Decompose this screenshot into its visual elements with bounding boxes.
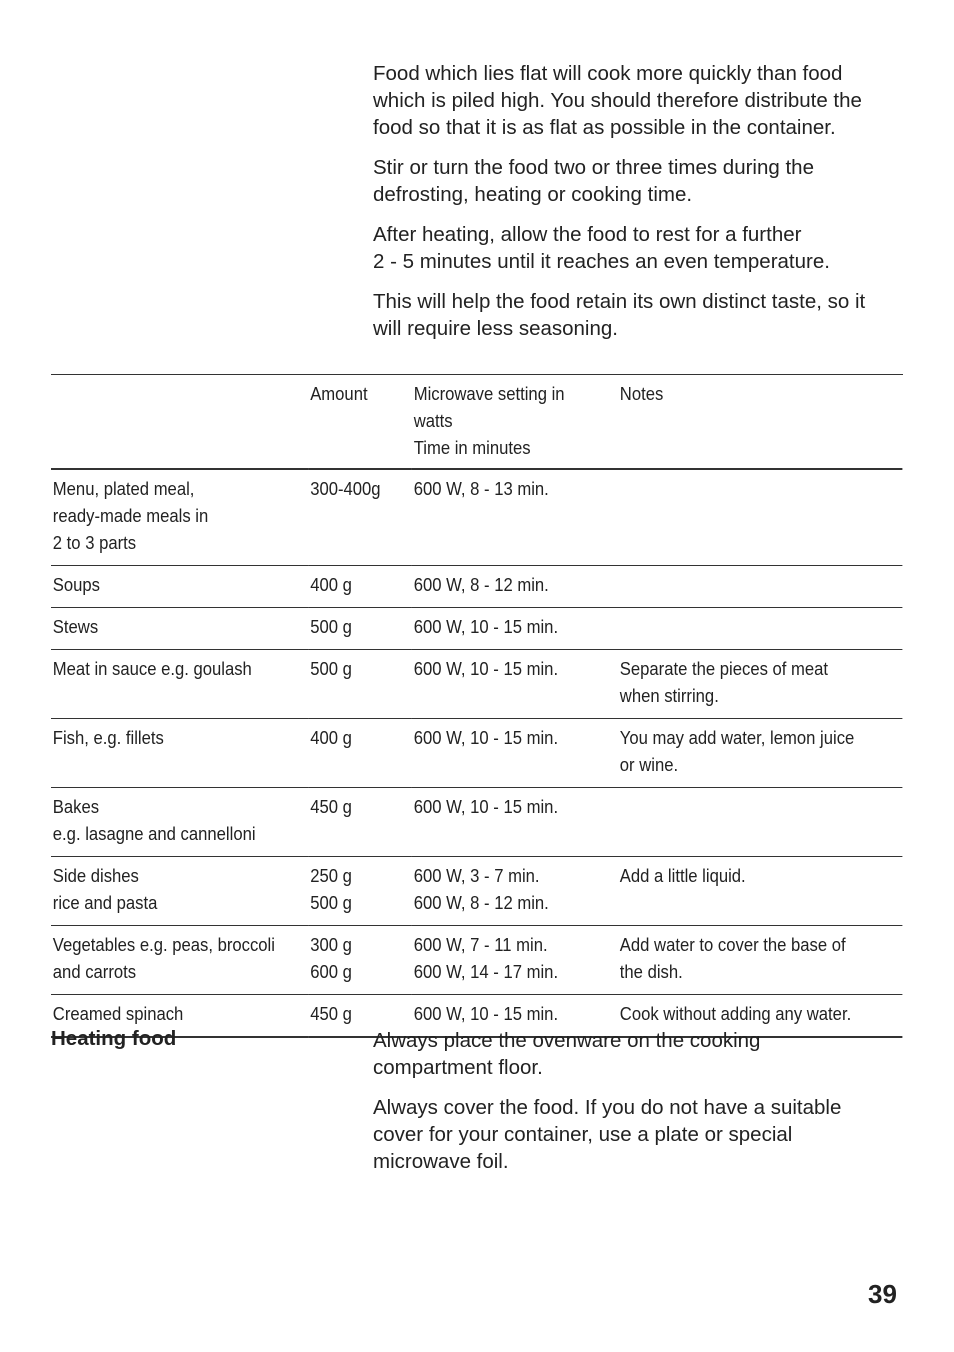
text-line: Food which lies flat will cook more quickly than food (373, 62, 843, 85)
section-paragraph (373, 1094, 913, 1175)
cell-line: or wine. (619, 754, 679, 775)
cell-line: Fish, e.g. fillets (52, 727, 164, 748)
cell-line: Soups (52, 574, 101, 595)
text-line: food so that it is as flat as possible in the container. (373, 116, 836, 139)
cell-notes (618, 857, 902, 926)
cell-line: 400 g (310, 574, 352, 595)
cell-amount (308, 719, 412, 788)
table-row (51, 566, 902, 608)
text-line: Always place the ovenware on the cooking (373, 1029, 761, 1052)
cell-amount (308, 857, 412, 926)
cell-line: Vegetables e.g. peas, broccoli (52, 934, 275, 955)
header-notes: Notes (618, 375, 902, 470)
cell-line: the dish. (619, 961, 683, 982)
cell-setting (412, 566, 618, 608)
text-line: will require less seasoning. (373, 317, 618, 340)
cell-line: 500 g (310, 892, 352, 913)
cell-notes (618, 608, 902, 650)
cell-line: 450 g (310, 1003, 352, 1024)
cell-food (51, 650, 308, 719)
cell-notes (618, 788, 902, 857)
cell-line: 600 W, 14 - 17 min. (413, 961, 559, 982)
text-line: defrosting, heating or cooking time. (373, 183, 693, 206)
cell-notes (618, 566, 902, 608)
cell-line: Separate the pieces of meat (619, 658, 829, 679)
cell-notes (618, 470, 902, 566)
cell-notes (618, 650, 902, 719)
cell-line: 2 to 3 parts (52, 532, 137, 553)
cell-line: ready-made meals in (52, 505, 209, 526)
cell-line: Add a little liquid. (619, 865, 746, 886)
cell-food (51, 926, 308, 995)
text-line: 2 - 5 minutes until it reaches an even temperature. (373, 250, 830, 273)
cell-line: Add water to cover the base of (619, 934, 846, 955)
cell-setting (412, 650, 618, 719)
cell-amount (308, 788, 412, 857)
text-line: Always cover the food. If you do not have a suitable (373, 1096, 842, 1119)
cell-line: Cook without adding any water. (619, 1003, 852, 1024)
cell-line: 300-400g (310, 478, 381, 499)
cell-line: 600 W, 8 - 12 min. (413, 892, 549, 913)
cell-line: You may add water, lemon juice (619, 727, 855, 748)
cell-line: 500 g (310, 658, 352, 679)
cell-line: 600 W, 10 - 15 min. (413, 727, 559, 748)
header-amount: Amount (308, 375, 412, 470)
cell-line: 600 W, 8 - 13 min. (413, 478, 549, 499)
cell-notes (618, 719, 902, 788)
cell-food (51, 788, 308, 857)
cell-line: 600 W, 8 - 12 min. (413, 574, 549, 595)
intro-paragraph (373, 154, 913, 208)
cell-food (51, 608, 308, 650)
table-row (51, 650, 902, 719)
text-line: which is piled high. You should therefore distribute the (373, 89, 862, 112)
cell-line: Meat in sauce e.g. goulash (52, 658, 252, 679)
cell-food (51, 470, 308, 566)
intro-paragraph (373, 60, 913, 141)
cell-amount (308, 566, 412, 608)
cell-setting (412, 857, 618, 926)
cell-setting (412, 788, 618, 857)
header-setting-line: Microwave setting in (413, 383, 565, 404)
cell-line: 600 W, 10 - 15 min. (413, 1003, 559, 1024)
table-row (51, 788, 902, 857)
text-line: Stir or turn the food two or three times during the (373, 156, 814, 179)
header-setting-line: watts (413, 410, 453, 431)
intro-paragraph (373, 288, 913, 342)
text-line: cover for your container, use a plate or special (373, 1123, 793, 1146)
table-row (51, 857, 902, 926)
cell-line: Creamed spinach (52, 1003, 184, 1024)
cell-line: when stirring. (619, 685, 719, 706)
cell-line: 600 W, 10 - 15 min. (413, 796, 559, 817)
section-paragraph (373, 1027, 913, 1081)
cell-setting (412, 926, 618, 995)
cell-line: 300 g (310, 934, 352, 955)
page-number: 39 (868, 1279, 897, 1309)
table-row (51, 719, 902, 788)
cell-line: 600 W, 10 - 15 min. (413, 658, 559, 679)
text-line: This will help the food retain its own distinct taste, so it (373, 290, 866, 313)
cell-line: 600 W, 10 - 15 min. (413, 616, 559, 637)
section-body (373, 1027, 913, 1188)
cell-line: 500 g (310, 616, 352, 637)
cell-setting (412, 608, 618, 650)
header-setting-line: Time in minutes (413, 437, 531, 458)
intro-text (373, 60, 913, 355)
cell-line: 600 g (310, 961, 352, 982)
cell-line: 600 W, 7 - 11 min. (413, 934, 548, 955)
cell-line: Stews (52, 616, 99, 637)
cell-setting (412, 470, 618, 566)
header-setting (412, 375, 618, 470)
table-header-row (51, 375, 902, 470)
table-row (51, 470, 902, 566)
section-heading: Heating food (51, 1027, 177, 1050)
heating-table (51, 374, 903, 1038)
text-line: compartment floor. (373, 1056, 543, 1079)
header-food (51, 375, 308, 470)
cell-line: and carrots (52, 961, 137, 982)
cell-amount (308, 926, 412, 995)
heating-times-table (51, 375, 902, 1038)
cell-line: 400 g (310, 727, 352, 748)
cell-food (51, 719, 308, 788)
cell-line: Side dishes (52, 865, 139, 886)
cell-line: 450 g (310, 796, 352, 817)
cell-notes (618, 926, 902, 995)
cell-amount (308, 470, 412, 566)
cell-line: 250 g (310, 865, 352, 886)
table-row (51, 926, 902, 995)
text-line: After heating, allow the food to rest for a further (373, 223, 802, 246)
text-line: microwave foil. (373, 1150, 509, 1173)
cell-food (51, 857, 308, 926)
cell-setting (412, 719, 618, 788)
table-row (51, 608, 902, 650)
cell-line: Bakes (52, 796, 100, 817)
cell-line: rice and pasta (52, 892, 158, 913)
cell-line: Menu, plated meal, (52, 478, 195, 499)
cell-line: 600 W, 3 - 7 min. (413, 865, 540, 886)
cell-amount (308, 650, 412, 719)
intro-paragraph (373, 221, 913, 275)
cell-line: e.g. lasagne and cannelloni (52, 823, 256, 844)
cell-food (51, 566, 308, 608)
cell-amount (308, 608, 412, 650)
